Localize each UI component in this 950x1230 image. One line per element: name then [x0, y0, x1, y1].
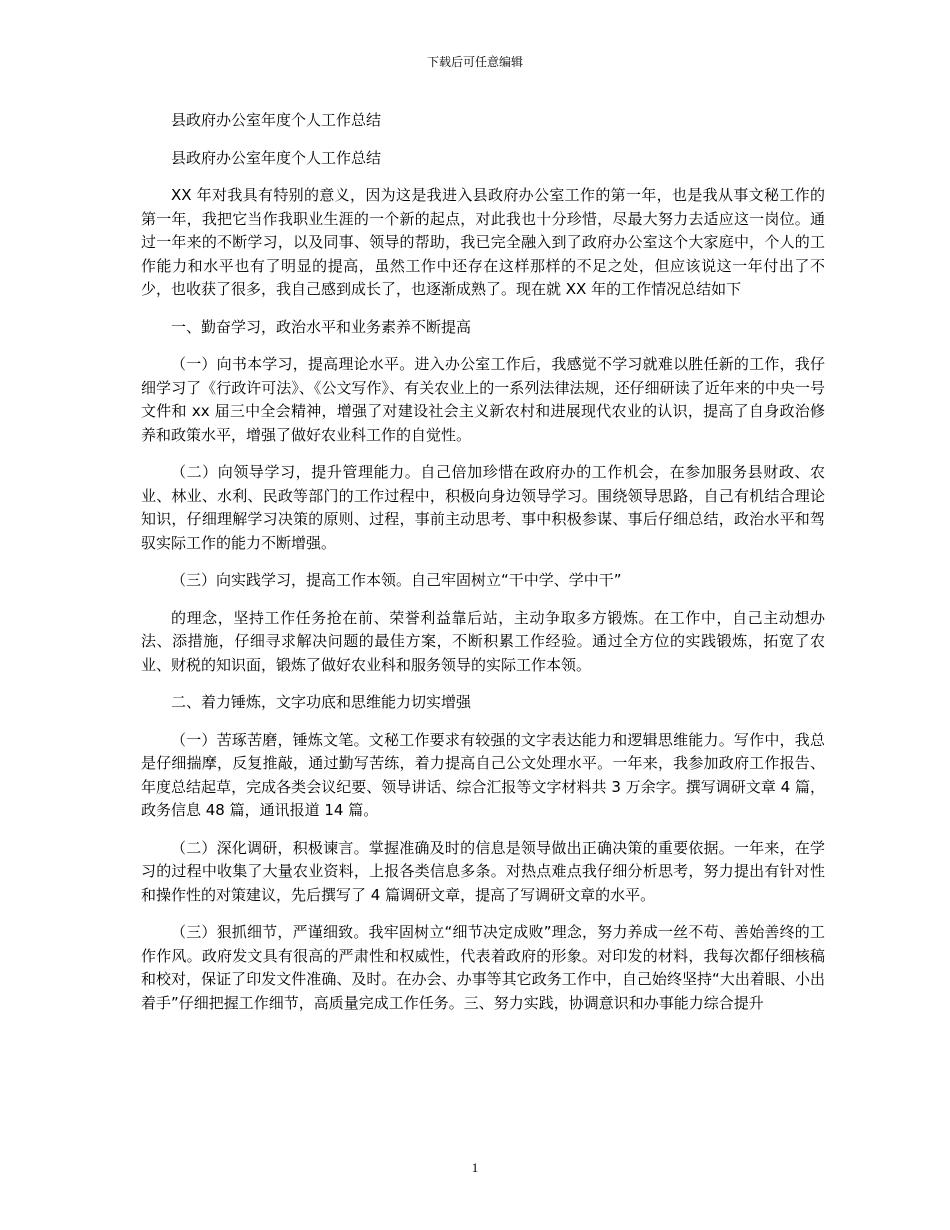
paragraph-intro: XX 年对我具有特别的意义，因为这是我进入县政府办公室工作的第一年，也是我从事文秘工作的第一年，我把它当作我职业生涯的一个新的起点，对此我也十分珍惜，尽最大努力去适应这一岗位。通过一年来的不断学习，以及同事、领导的帮助，我已完全融入到了政府办公室这个大家庭中，个人的工作能力和水平也有了明显的提高，虽然工作中还存在这样那样的不足之处，但应该说这一年付出了不少，也收获了很多，我自己感到成长了，也逐渐成熟了。现在就 XX 年的工作情况总结如下	[141, 186, 825, 298]
paragraph-2-3: （三）狠抓细节，严谨细致。我牢固树立“细节决定成败”理念，努力养成一丝不苟、善始善终的工作作风。政府发文具有很高的严肃性和权威性，代表着政府的形象。对印发的材料，我每次都仔细核稿和校对，保证了印发文件准确、及时。在办会、办事等其它政务工作中，自己始终坚持“大出着眼、小出着手”仔细把握工作细节，高质量完成工作任务。三、努力实践，协调意识和办事能力综合提升	[141, 923, 825, 1012]
document-header-note: 下载后可任意编辑	[426, 55, 523, 69]
paragraph-2-2: （二）深化调研，积极谏言。掌握准确及时的信息是领导做出正确决策的重要依据。一年来，在学习的过程中收集了大量农业资料，上报各类信息多条。对热点难点我仔细分析思考，努力提出有针对性和操作性的对策建议，先后撰写了 4 篇调研文章，提高了写调研文章的水平。	[141, 838, 825, 904]
paragraph-1-1: （一）向书本学习，提高理论水平。进入办公室工作后，我感觉不学习就难以胜任新的工作，我仔细学习了《行政许可法》、《公文写作》、有关农业上的一系列法律法规，还仔细研读了近年来的中央一号文件和 xx 届三中全会精神，增强了对建设社会主义新农村和进展现代农业的认识，提高了自身政治修养和政策水平，增强了做好农业科工作的自觉性。	[141, 355, 825, 444]
page-number: 1	[471, 1160, 479, 1175]
document-title: 县政府办公室年度个人工作总结	[171, 111, 382, 129]
paragraph-2-1: （一）苦琢苦磨，锤炼文笔。文秘工作要求有较强的文字表达能力和逻辑思维能力。写作中，我总是仔细揣摩，反复推敲，通过勤写苦练，着力提高自己公文处理水平。一年来，我参加政府工作报告、年度总结起草，完成各类会议纪要、领导讲话、综合汇报等文字材料共 3 万余字。撰写调研文章 4 篇，政务信息 48 篇，通讯报道 14 篇。	[141, 730, 825, 819]
paragraph-1-3: （三）向实践学习，提高工作本领。自己牢固树立“干中学、学中干”	[171, 571, 622, 589]
paragraph-1-3-cont: 的理念，坚持工作任务抢在前、荣誉利益靠后站，主动争取多方锻炼。在工作中，自己主动想办法、添措施，仔细寻求解决问题的最佳方案，不断积累工作经验。通过全方位的实践锻炼，拓宽了农业、财税的知识面，锻炼了做好农业科和服务领导的实际工作本领。	[141, 608, 825, 674]
document-body	[141, 109, 825, 1029]
section-heading-2: 二、着力锤炼，文字功底和思维能力切实增强	[171, 693, 472, 711]
section-heading-1: 一、勤奋学习，政治水平和业务素养不断提高	[171, 317, 472, 336]
paragraph-1-2: （二）向领导学习，提升管理能力。自己倍加珍惜在政府办的工作机会，在参加服务县财政、农业、林业、水利、民政等部门的工作过程中，积极向身边领导学习。围绕领导思路，自己有机结合理论知识，仔细理解学习决策的原则、过程，事前主动思考、事中积极参谋、事后仔细总结，政治水平和驾驭实际工作的能力不断增强。	[141, 463, 825, 552]
document-subtitle: 县政府办公室年度个人工作总结	[171, 148, 382, 167]
